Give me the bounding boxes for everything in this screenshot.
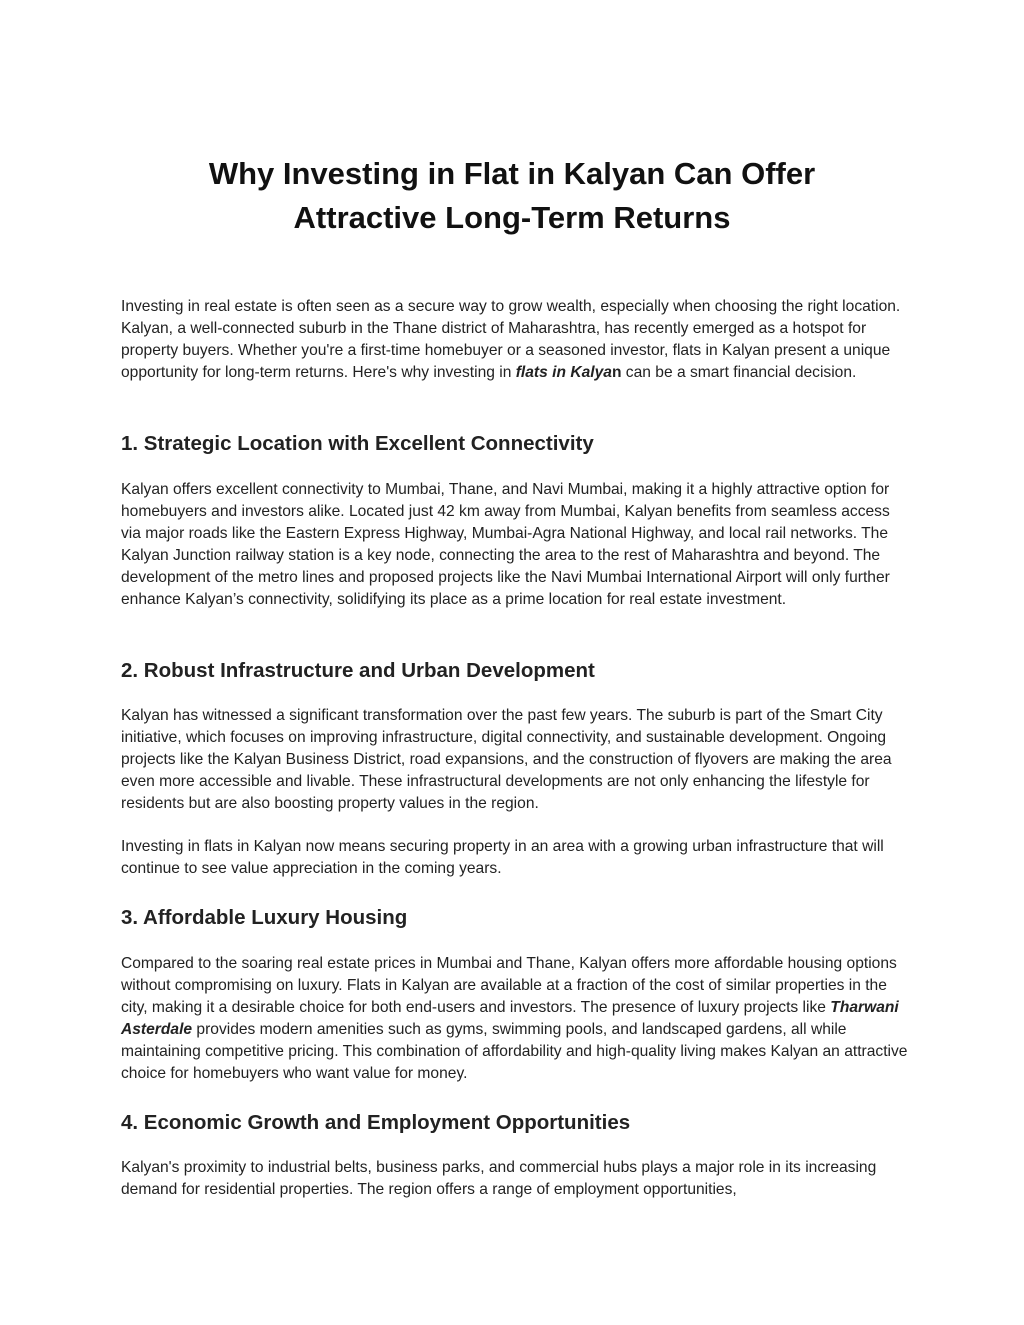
- section-2-heading: 2. Robust Infrastructure and Urban Development: [121, 659, 595, 682]
- intro-paragraph: [121, 296, 911, 384]
- intro-emphasis-link-text: flats in Kalya: [515, 364, 612, 382]
- section-3-paragraph: [121, 953, 911, 1086]
- section-4-paragraph: Kalyan's proximity to industrial belts, business parks, and commercial hubs plays a major role in its increasing demand for residential properties. The region offers a range of employment opportunities,: [121, 1159, 877, 1199]
- intro-text-end: can be a smart financial decision.: [621, 364, 857, 382]
- intro-text: Investing in real estate is often seen as a secure way to grow wealth, especially when choosing the right location. Kalyan, a well-connected suburb in the Thane district of Maharashtra, has recently emerged as a hotspot for property buyers. Whether you're a first-time homebuyer or a seasoned investor, flats in Kalyan present a unique opportunity for long-term returns. Here's why investing in: [121, 298, 901, 382]
- section-3-heading: 3. Affordable Luxury Housing: [121, 906, 408, 929]
- page-title: [120, 152, 904, 240]
- section-3-emphasis: Tharwani Asterdale: [121, 999, 899, 1039]
- page-title-line-2: Attractive Long-Term Returns: [293, 200, 731, 235]
- section-1-paragraph: Kalyan offers excellent connectivity to Mumbai, Thane, and Navi Mumbai, making it a highly attractive option for homebuyers and investors alike. Located just 42 km away from Mumbai, Kalyan benefits from seamless access via major roads like the Eastern Express Highway, Mumbai-Agra National Highway, and local rail networks. The Kalyan Junction railway station is a key node, connecting the area to the rest of Maharashtra and beyond. The development of the metro lines and proposed projects like the Navi Mumbai International Airport will only further enhance Kalyan’s connectivity, solidifying its place as a prime location for real estate investment.: [121, 481, 890, 609]
- section-3-text: Compared to the soaring real estate prices in Mumbai and Thane, Kalyan offers more affordable housing options without compromising on luxury. Flats in Kalyan are available at a fraction of the cost of similar properties in the city, making it a desirable choice for both end-users and investors. The presence of luxury projects like: [121, 955, 897, 1017]
- section-2-paragraph-2: Investing in flats in Kalyan now means securing property in an area with a growing urban infrastructure that will continue to see value appreciation in the coming years.: [121, 838, 884, 878]
- section-2-paragraph: Kalyan has witnessed a significant transformation over the past few years. The suburb is part of the Smart City initiative, which focuses on improving infrastructure, digital connectivity, and sustainable development. Ongoing projects like the Kalyan Business District, road expansions, and the construction of flyovers are making the area even more accessible and livable. These infrastructural developments are not only enhancing the lifestyle for residents but are also boosting property values in the region.: [121, 707, 892, 813]
- section-4-heading: 4. Economic Growth and Employment Opportunities: [121, 1111, 631, 1134]
- intro-emphasis-tail: n: [611, 364, 622, 382]
- page-title-line-1: Why Investing in Flat in Kalyan Can Offer: [208, 156, 816, 191]
- section-1-heading: 1. Strategic Location with Excellent Connectivity: [121, 432, 594, 455]
- section-3-text-end: provides modern amenities such as gyms, swimming pools, and landscaped gardens, all while maintaining competitive pricing. This combination of affordability and high-quality living makes Kalyan an attractive choice for homebuyers who want value for money.: [121, 1021, 908, 1083]
